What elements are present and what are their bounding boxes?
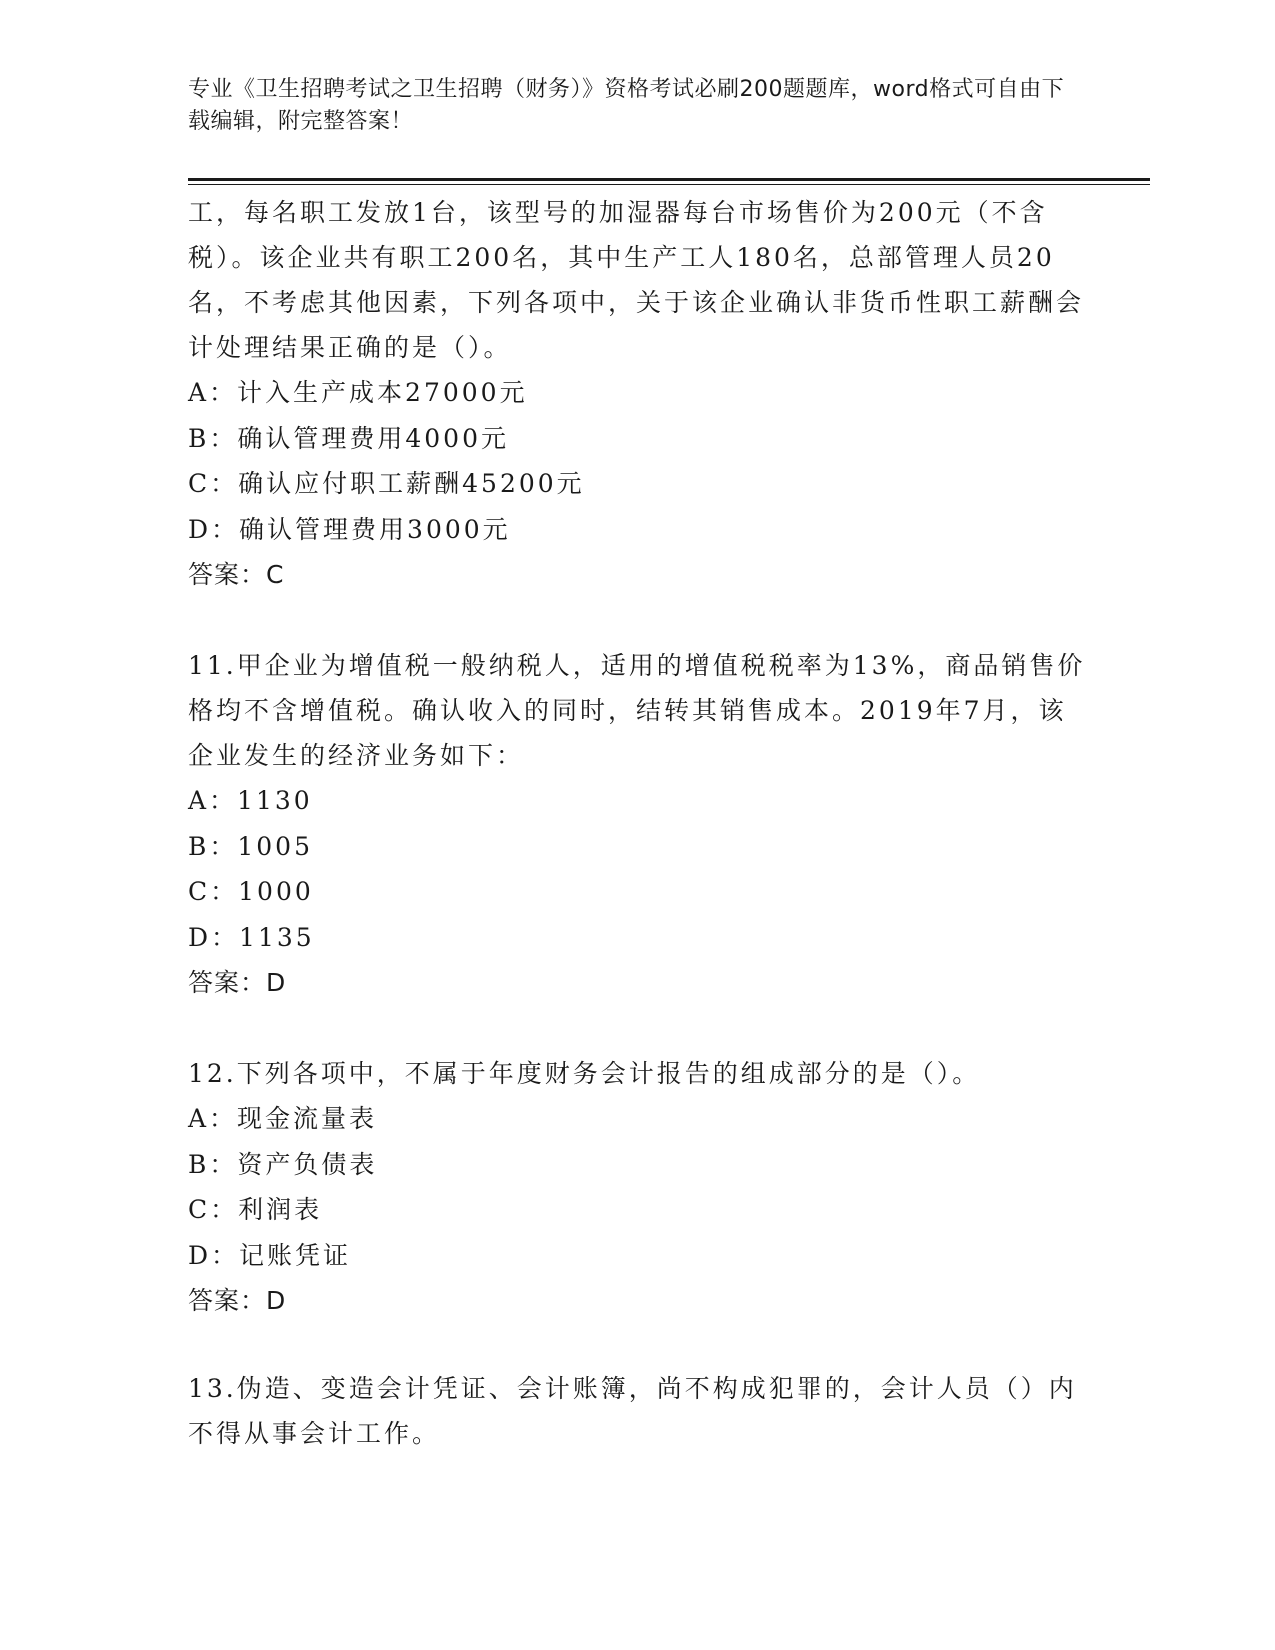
option-a: A：现金流量表 — [188, 1104, 378, 1133]
answer-line: 答案：D — [188, 1286, 287, 1315]
question-text: 11.甲企业为增值税一般纳税人，适用的增值税税率为13%，商品销售价格均不含增值税。确认收入的同时，结转其销售成本。2019年7月，该企业发生的经济业务如下： — [188, 651, 1086, 770]
option-d: D：记账凭证 — [188, 1240, 352, 1270]
option-d: D：确认管理费用3000元 — [188, 514, 511, 544]
question-block-11 — [188, 643, 1088, 1006]
option-a: A：计入生产成本27000元 — [188, 378, 528, 407]
option-c: C：1000 — [188, 877, 314, 906]
question-block-10 — [188, 190, 1088, 598]
option-c: C：利润表 — [188, 1195, 323, 1224]
option-b: B：资产负债表 — [188, 1149, 378, 1179]
question-text: 13.伪造、变造会计凭证、会计账簿，尚不构成犯罪的，会计人员（）内不得从事会计工作。 — [188, 1374, 1077, 1448]
answer-line: 答案：C — [188, 560, 285, 589]
question-text: 工，每名职工发放1台，该型号的加湿器每台市场售价为200元（不含税）。该企业共有职工200名，其中生产工人180名，总部管理人员20名，不考虑其他因素，下列各项中，关于该企业确认非货币性职工薪酬会计处理结果正确的是（）。 — [188, 198, 1085, 362]
question-text: 12.下列各项中，不属于年度财务会计报告的组成部分的是（）。 — [188, 1059, 981, 1088]
option-b: B：1005 — [188, 831, 313, 861]
option-d: D：1135 — [188, 922, 315, 952]
answer-line: 答案：D — [188, 968, 287, 997]
page-header: 专业《卫生招聘考试之卫生招聘（财务）》资格考试必刷200题题库，word格式可自由下载编辑，附完整答案！ — [188, 77, 1065, 134]
question-list — [188, 190, 1088, 1501]
question-block-12 — [188, 1051, 1088, 1324]
option-a: A：1130 — [188, 786, 313, 815]
question-block-13 — [188, 1366, 1088, 1456]
option-c: C：确认应付职工薪酬45200元 — [188, 469, 585, 498]
header-divider-thick — [188, 178, 1150, 181]
option-b: B：确认管理费用4000元 — [188, 423, 509, 453]
header-divider-thin — [188, 184, 1150, 185]
